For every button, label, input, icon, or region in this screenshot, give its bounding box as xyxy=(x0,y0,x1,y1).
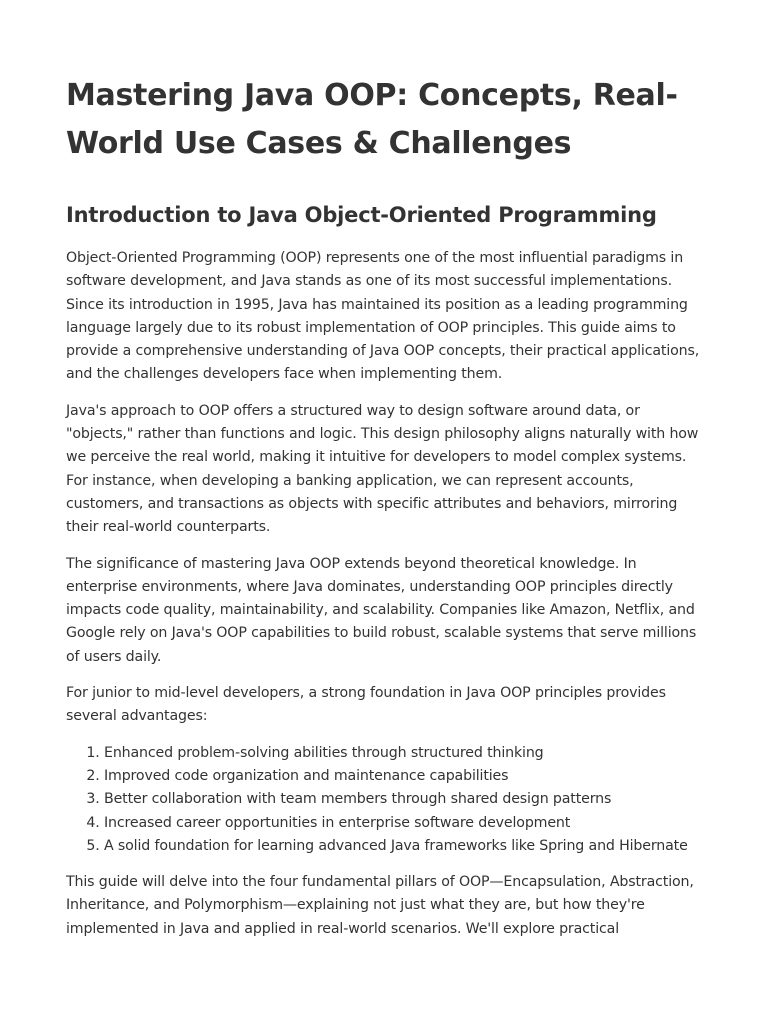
intro-paragraph-3: The significance of mastering Java OOP extends beyond theoretical knowledge. In enterprise environments, where Java dominates, understanding OOP principles directly impacts code quality, maintainability, and scalability. Companies like Amazon, Netflix, and Google rely on Java's OOP capabilities to build robust, scalable systems that serve millions of users daily. xyxy=(66,555,697,665)
section-heading: Introduction to Java Object-Oriented Programming xyxy=(66,203,657,227)
intro-paragraph-4: For junior to mid-level developers, a strong foundation in Java OOP principles provides several advantages: xyxy=(66,685,666,725)
advantages-list xyxy=(66,742,706,858)
list-item: 5. A solid foundation for learning advanced Java frameworks like Spring and Hibernate xyxy=(104,835,706,858)
closing-paragraph: This guide will delve into the four fundamental pillars of OOP—Encapsulation, Abstraction, Inheritance, and Polymorphism—explaining not just what they are, but how they're implemented in Java and applied in real-world scenarios. We'll explore practical xyxy=(66,874,694,937)
page-title: Mastering Java OOP: Concepts, Real-World Use Cases & Challenges xyxy=(66,78,678,161)
intro-paragraph-2: Java's approach to OOP offers a structured way to design software around data, or "objects," rather than functions and logic. This design philosophy aligns naturally with how we perceive the real world, making it intuitive for developers to model complex systems. For instance, when developing a banking application, we can represent accounts, customers, and transactions as objects with specific attributes and behaviors, mirroring their real-world counterparts. xyxy=(66,402,699,536)
list-item: 4. Increased career opportunities in enterprise software development xyxy=(104,812,706,835)
list-item: 2. Improved code organization and maintenance capabilities xyxy=(104,765,706,788)
intro-paragraph-1: Object-Oriented Programming (OOP) represents one of the most influential paradigms in software development, and Java stands as one of its most successful implementations. Since its introduction in 1995, Java has maintained its position as a leading programming language largely due to its robust implementation of OOP principles. This guide aims to provide a comprehensive understanding of Java OOP concepts, their practical applications, and the challenges developers face when implementing them. xyxy=(66,250,700,383)
list-item: 1. Enhanced problem-solving abilities through structured thinking xyxy=(104,742,706,765)
list-item: 3. Better collaboration with team members through shared design patterns xyxy=(104,788,706,811)
